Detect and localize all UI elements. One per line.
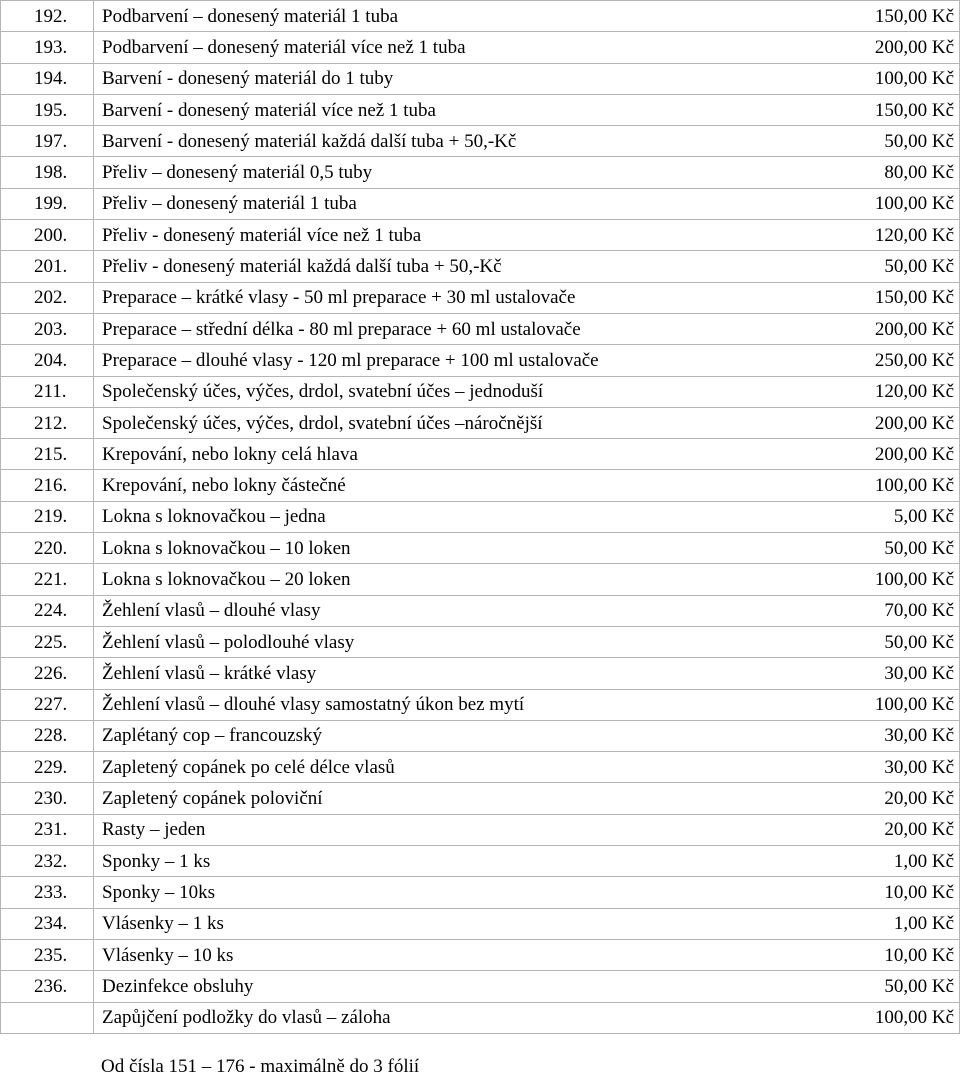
table-row xyxy=(1,658,960,689)
item-description: Lokna s loknovačkou – jedna xyxy=(94,501,783,532)
item-price: 100,00 Kč xyxy=(782,188,960,219)
item-number: 227. xyxy=(1,689,94,720)
item-description: Barvení - donesený materiál více než 1 tuba xyxy=(94,94,783,125)
item-number: 228. xyxy=(1,720,94,751)
item-description: Barvení - donesený materiál do 1 tuby xyxy=(94,63,783,94)
item-description: Zaplétaný cop – francouzský xyxy=(94,720,783,751)
table-row xyxy=(1,564,960,595)
table-row xyxy=(1,1,960,32)
item-description: Přeliv – donesený materiál 1 tuba xyxy=(94,188,783,219)
item-price: 200,00 Kč xyxy=(782,439,960,470)
item-price: 50,00 Kč xyxy=(782,971,960,1002)
item-price: 120,00 Kč xyxy=(782,376,960,407)
item-price: 200,00 Kč xyxy=(782,407,960,438)
table-row xyxy=(1,313,960,344)
item-number: 194. xyxy=(1,63,94,94)
table-row xyxy=(1,126,960,157)
item-price: 200,00 Kč xyxy=(782,32,960,63)
item-number: 232. xyxy=(1,846,94,877)
item-description: Zapletený copánek po celé délce vlasů xyxy=(94,752,783,783)
item-description: Dezinfekce obsluhy xyxy=(94,971,783,1002)
table-row xyxy=(1,752,960,783)
item-description: Preparace – dlouhé vlasy - 120 ml preparace + 100 ml ustalovače xyxy=(94,345,783,376)
item-number: 225. xyxy=(1,626,94,657)
item-number: 200. xyxy=(1,220,94,251)
table-row xyxy=(1,94,960,125)
item-description: Zapůjčení podložky do vlasů – záloha xyxy=(94,1002,783,1033)
table-row xyxy=(1,376,960,407)
item-price: 50,00 Kč xyxy=(782,533,960,564)
table-row xyxy=(1,877,960,908)
item-description: Společenský účes, výčes, drdol, svatební účes – jednoduší xyxy=(94,376,783,407)
item-price: 120,00 Kč xyxy=(782,220,960,251)
item-description: Barvení - donesený materiál každá další tuba + 50,-Kč xyxy=(94,126,783,157)
item-price: 250,00 Kč xyxy=(782,345,960,376)
table-row xyxy=(1,846,960,877)
table-row xyxy=(1,689,960,720)
item-number: 212. xyxy=(1,407,94,438)
table-row xyxy=(1,720,960,751)
table-row xyxy=(1,63,960,94)
item-price: 100,00 Kč xyxy=(782,689,960,720)
item-description: Rasty – jeden xyxy=(94,814,783,845)
item-number: 220. xyxy=(1,533,94,564)
item-description: Žehlení vlasů – krátké vlasy xyxy=(94,658,783,689)
item-number: 236. xyxy=(1,971,94,1002)
item-number: 215. xyxy=(1,439,94,470)
item-number: 193. xyxy=(1,32,94,63)
item-number: 221. xyxy=(1,564,94,595)
item-number: 224. xyxy=(1,595,94,626)
item-price: 1,00 Kč xyxy=(782,908,960,939)
item-number: 231. xyxy=(1,814,94,845)
item-number: 235. xyxy=(1,939,94,970)
item-description: Lokna s loknovačkou – 10 loken xyxy=(94,533,783,564)
item-number: 192. xyxy=(1,1,94,32)
item-number: 226. xyxy=(1,658,94,689)
table-row xyxy=(1,939,960,970)
table-row xyxy=(1,501,960,532)
item-price: 150,00 Kč xyxy=(782,1,960,32)
item-number: 202. xyxy=(1,282,94,313)
table-row xyxy=(1,908,960,939)
item-description: Přeliv - donesený materiál více než 1 tuba xyxy=(94,220,783,251)
item-number: 201. xyxy=(1,251,94,282)
item-description: Přeliv - donesený materiál každá další tuba + 50,-Kč xyxy=(94,251,783,282)
item-price: 150,00 Kč xyxy=(782,282,960,313)
item-price: 50,00 Kč xyxy=(782,251,960,282)
price-list-body xyxy=(1,1,960,1034)
item-price: 100,00 Kč xyxy=(782,1002,960,1033)
item-number: 198. xyxy=(1,157,94,188)
item-price: 80,00 Kč xyxy=(782,157,960,188)
item-number: 229. xyxy=(1,752,94,783)
item-number: 197. xyxy=(1,126,94,157)
item-number: 204. xyxy=(1,345,94,376)
item-price: 20,00 Kč xyxy=(782,783,960,814)
table-row xyxy=(1,345,960,376)
item-description: Podbarvení – donesený materiál 1 tuba xyxy=(94,1,783,32)
item-price: 70,00 Kč xyxy=(782,595,960,626)
item-description: Krepování, nebo lokny celá hlava xyxy=(94,439,783,470)
item-description: Společenský účes, výčes, drdol, svatební účes –náročnější xyxy=(94,407,783,438)
table-row xyxy=(1,251,960,282)
table-row xyxy=(1,470,960,501)
table-row xyxy=(1,783,960,814)
item-description: Lokna s loknovačkou – 20 loken xyxy=(94,564,783,595)
item-number: 211. xyxy=(1,376,94,407)
item-description: Žehlení vlasů – dlouhé vlasy xyxy=(94,595,783,626)
item-price: 100,00 Kč xyxy=(782,564,960,595)
item-number: 233. xyxy=(1,877,94,908)
item-description: Podbarvení – donesený materiál více než 1 tuba xyxy=(94,32,783,63)
table-row xyxy=(1,439,960,470)
table-row xyxy=(1,407,960,438)
item-number xyxy=(1,1002,94,1033)
item-price: 30,00 Kč xyxy=(782,720,960,751)
table-row xyxy=(1,188,960,219)
item-description: Sponky – 10ks xyxy=(94,877,783,908)
table-row xyxy=(1,32,960,63)
item-description: Krepování, nebo lokny částečné xyxy=(94,470,783,501)
table-row xyxy=(1,814,960,845)
item-price: 10,00 Kč xyxy=(782,877,960,908)
item-number: 234. xyxy=(1,908,94,939)
item-description: Žehlení vlasů – polodlouhé vlasy xyxy=(94,626,783,657)
table-row xyxy=(1,220,960,251)
item-price: 100,00 Kč xyxy=(782,63,960,94)
item-number: 203. xyxy=(1,313,94,344)
footer-note: Od čísla 151 – 176 - maximálně do 3 fólií xyxy=(101,1056,420,1077)
item-price: 30,00 Kč xyxy=(782,752,960,783)
item-price: 50,00 Kč xyxy=(782,126,960,157)
item-number: 230. xyxy=(1,783,94,814)
table-row xyxy=(1,533,960,564)
table-row xyxy=(1,626,960,657)
item-description: Vlásenky – 1 ks xyxy=(94,908,783,939)
item-price: 200,00 Kč xyxy=(782,313,960,344)
item-price: 5,00 Kč xyxy=(782,501,960,532)
item-price: 10,00 Kč xyxy=(782,939,960,970)
item-number: 195. xyxy=(1,94,94,125)
item-description: Vlásenky – 10 ks xyxy=(94,939,783,970)
table-row xyxy=(1,1002,960,1033)
item-number: 199. xyxy=(1,188,94,219)
item-price: 1,00 Kč xyxy=(782,846,960,877)
item-description: Preparace – střední délka - 80 ml preparace + 60 ml ustalovače xyxy=(94,313,783,344)
table-row xyxy=(1,595,960,626)
item-number: 219. xyxy=(1,501,94,532)
item-price: 20,00 Kč xyxy=(782,814,960,845)
item-description: Sponky – 1 ks xyxy=(94,846,783,877)
item-description: Preparace – krátké vlasy - 50 ml preparace + 30 ml ustalovače xyxy=(94,282,783,313)
item-description: Zapletený copánek poloviční xyxy=(94,783,783,814)
item-price: 150,00 Kč xyxy=(782,94,960,125)
item-number: 216. xyxy=(1,470,94,501)
table-row xyxy=(1,971,960,1002)
item-description: Přeliv – donesený materiál 0,5 tuby xyxy=(94,157,783,188)
table-row xyxy=(1,157,960,188)
table-row xyxy=(1,282,960,313)
item-price: 100,00 Kč xyxy=(782,470,960,501)
item-price: 50,00 Kč xyxy=(782,626,960,657)
item-description: Žehlení vlasů – dlouhé vlasy samostatný úkon bez mytí xyxy=(94,689,783,720)
item-price: 30,00 Kč xyxy=(782,658,960,689)
